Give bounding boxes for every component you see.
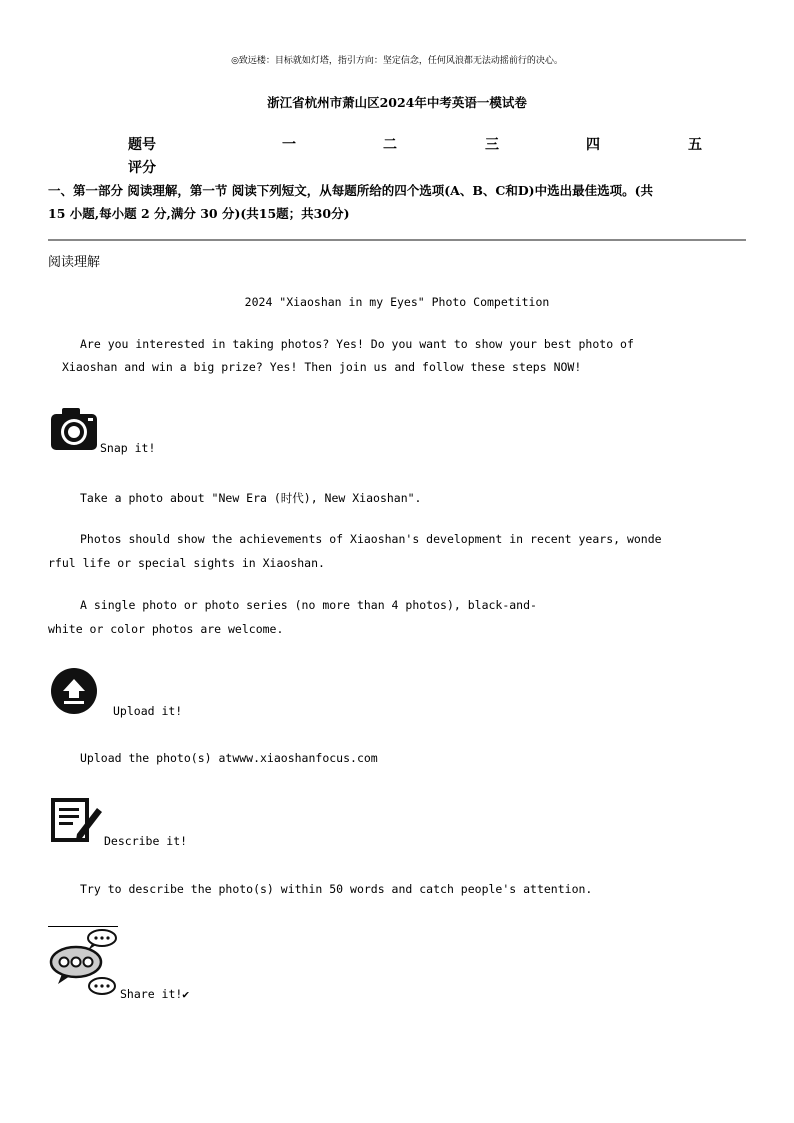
chat-bubbles-icon — [48, 928, 120, 998]
section-instructions-line1: 一、第一部分 阅读理解，第一节 阅读下列短文，从每题所给的四个选项(A、B、C和D)中选出最佳选项。(共 — [48, 183, 654, 198]
divider — [48, 239, 746, 241]
score-table-col-2: 二 — [383, 137, 397, 153]
score-table-score-label: 评分 — [128, 160, 156, 176]
page-motto: ◎致远楼：目标就如灯塔，指引方向：坚定信念，任何风浪都无法动摇前行的决心。 — [231, 56, 563, 66]
score-table-col-3: 三 — [485, 137, 499, 153]
score-table-col-4: 四 — [586, 137, 600, 153]
snap-paragraph-3-line2: white or color photos are welcome. — [48, 622, 284, 636]
upload-paragraph-1: Upload the photo(s) atwww.xiaoshanfocus.com — [80, 751, 378, 765]
article-title: 2024 "Xiaoshan in my Eyes" Photo Competition — [244, 295, 550, 309]
section-instructions-line2: 15 小题,每小题 2 分,满分 30 分)(共15题；共30分) — [48, 206, 350, 221]
snap-paragraph-2-line1: Photos should show the achievements of Xiaoshan's development in recent years, wonde — [80, 532, 662, 546]
score-table-col-5: 五 — [688, 137, 702, 153]
share-heading: Share it!✔ — [120, 987, 190, 1001]
exam-title: 浙江省杭州市萧山区2024年中考英语一模试卷 — [267, 95, 527, 110]
upload-heading: Upload it! — [113, 704, 183, 718]
snap-paragraph-2-line2: rful life or special sights in Xiaoshan. — [48, 556, 325, 570]
score-table-row-label: 题号 — [128, 137, 156, 153]
score-table-col-1: 一 — [282, 137, 296, 153]
snap-paragraph-3-line1: A single photo or photo series (no more than 4 photos), black-and- — [80, 598, 537, 612]
notepad-pencil-icon — [50, 796, 104, 844]
intro-line-2: Xiaoshan and win a big prize? Yes! Then join us and follow these steps NOW! — [62, 360, 582, 374]
describe-heading: Describe it! — [104, 834, 188, 848]
camera-icon — [50, 406, 98, 452]
divider-short — [48, 926, 118, 927]
snap-heading: Snap it! — [100, 441, 156, 455]
intro-line-1: Are you interested in taking photos? Yes! Do you want to show your best photo of — [80, 337, 634, 351]
snap-paragraph-1: Take a photo about "New Era (时代), New Xiaoshan". — [80, 491, 422, 505]
describe-paragraph-1: Try to describe the photo(s) within 50 words and catch people's attention. — [80, 882, 593, 896]
section-label: 阅读理解 — [48, 255, 101, 270]
upload-icon — [50, 667, 98, 715]
